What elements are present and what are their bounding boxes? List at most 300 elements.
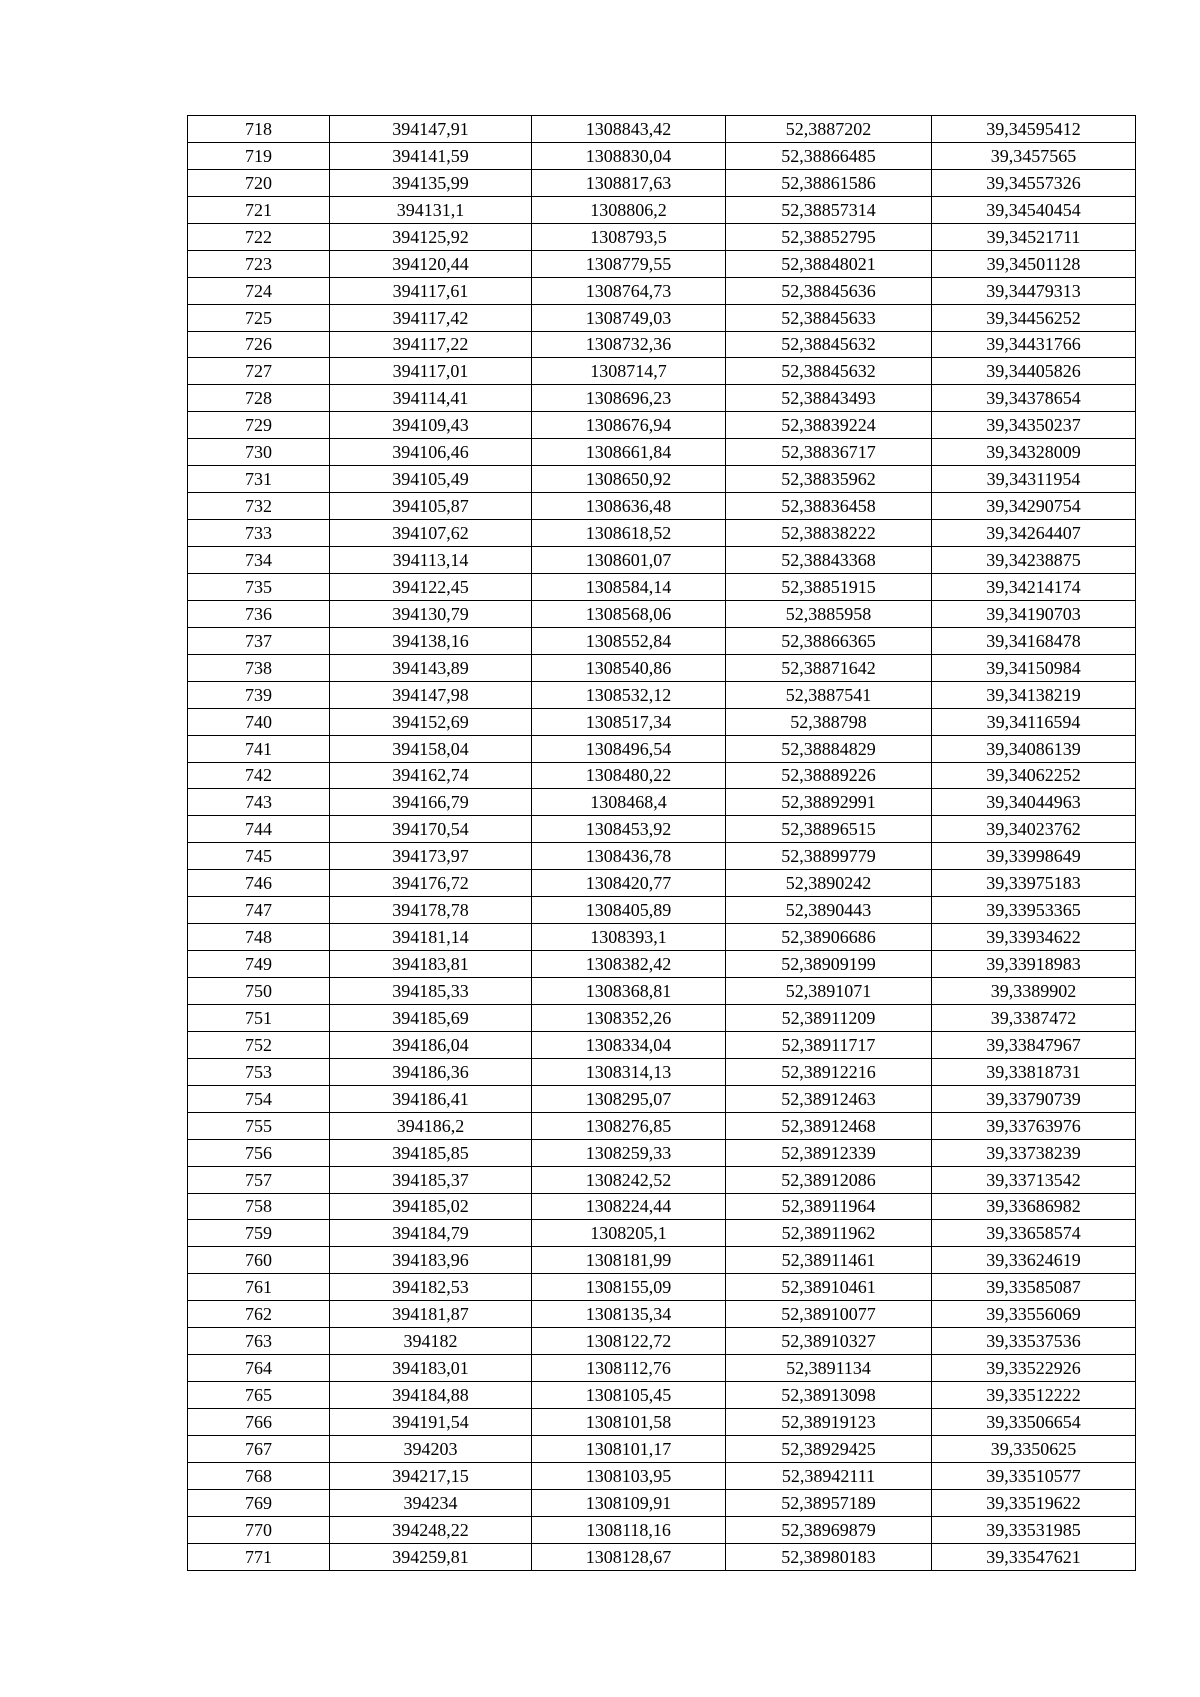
x-coordinate-cell: 394184,79 [330, 1220, 532, 1247]
x-coordinate-cell: 394105,49 [330, 466, 532, 493]
table-row [188, 573, 1136, 600]
x-coordinate-cell: 394186,04 [330, 1031, 532, 1058]
y-coordinate-cell: 1308101,58 [532, 1409, 726, 1436]
y-coordinate-cell: 1308517,34 [532, 708, 726, 735]
latitude-cell: 52,38845632 [726, 331, 932, 358]
x-coordinate-cell: 394183,81 [330, 951, 532, 978]
table-row [188, 520, 1136, 547]
y-coordinate-cell: 1308532,12 [532, 681, 726, 708]
point-number-cell: 739 [188, 681, 330, 708]
point-number-cell: 722 [188, 223, 330, 250]
x-coordinate-cell: 394178,78 [330, 897, 532, 924]
longitude-cell: 39,3387472 [932, 1004, 1136, 1031]
point-number-cell: 750 [188, 978, 330, 1005]
y-coordinate-cell: 1308468,4 [532, 789, 726, 816]
longitude-cell: 39,33537536 [932, 1328, 1136, 1355]
longitude-cell: 39,33531985 [932, 1516, 1136, 1543]
point-number-cell: 741 [188, 735, 330, 762]
longitude-cell: 39,33763976 [932, 1112, 1136, 1139]
latitude-cell: 52,38980183 [726, 1543, 932, 1570]
table-row [188, 1085, 1136, 1112]
longitude-cell: 39,33975183 [932, 870, 1136, 897]
latitude-cell: 52,38929425 [726, 1435, 932, 1462]
latitude-cell: 52,38861586 [726, 169, 932, 196]
table-row [188, 1489, 1136, 1516]
y-coordinate-cell: 1308552,84 [532, 627, 726, 654]
longitude-cell: 39,34290754 [932, 493, 1136, 520]
longitude-cell: 39,33624619 [932, 1247, 1136, 1274]
y-coordinate-cell: 1308696,23 [532, 385, 726, 412]
x-coordinate-cell: 394186,2 [330, 1112, 532, 1139]
point-number-cell: 771 [188, 1543, 330, 1570]
longitude-cell: 39,3350625 [932, 1435, 1136, 1462]
latitude-cell: 52,3885958 [726, 600, 932, 627]
latitude-cell: 52,38909199 [726, 951, 932, 978]
y-coordinate-cell: 1308368,81 [532, 978, 726, 1005]
longitude-cell: 39,33686982 [932, 1193, 1136, 1220]
y-coordinate-cell: 1308817,63 [532, 169, 726, 196]
latitude-cell: 52,38839224 [726, 412, 932, 439]
longitude-cell: 39,34062252 [932, 762, 1136, 789]
point-number-cell: 768 [188, 1462, 330, 1489]
point-number-cell: 728 [188, 385, 330, 412]
point-number-cell: 745 [188, 843, 330, 870]
point-number-cell: 765 [188, 1382, 330, 1409]
table-row [188, 547, 1136, 574]
x-coordinate-cell: 394105,87 [330, 493, 532, 520]
table-row [188, 627, 1136, 654]
x-coordinate-cell: 394185,85 [330, 1139, 532, 1166]
latitude-cell: 52,38912086 [726, 1166, 932, 1193]
table-row [188, 762, 1136, 789]
point-number-cell: 725 [188, 304, 330, 331]
point-number-cell: 731 [188, 466, 330, 493]
latitude-cell: 52,38866365 [726, 627, 932, 654]
longitude-cell: 39,33998649 [932, 843, 1136, 870]
point-number-cell: 732 [188, 493, 330, 520]
latitude-cell: 52,38910327 [726, 1328, 932, 1355]
x-coordinate-cell: 394186,41 [330, 1085, 532, 1112]
latitude-cell: 52,38884829 [726, 735, 932, 762]
table-row [188, 1166, 1136, 1193]
longitude-cell: 39,34501128 [932, 250, 1136, 277]
point-number-cell: 764 [188, 1355, 330, 1382]
y-coordinate-cell: 1308496,54 [532, 735, 726, 762]
y-coordinate-cell: 1308205,1 [532, 1220, 726, 1247]
y-coordinate-cell: 1308584,14 [532, 573, 726, 600]
point-number-cell: 770 [188, 1516, 330, 1543]
x-coordinate-cell: 394152,69 [330, 708, 532, 735]
y-coordinate-cell: 1308732,36 [532, 331, 726, 358]
latitude-cell: 52,38912216 [726, 1058, 932, 1085]
point-number-cell: 723 [188, 250, 330, 277]
point-number-cell: 760 [188, 1247, 330, 1274]
y-coordinate-cell: 1308830,04 [532, 142, 726, 169]
latitude-cell: 52,38919123 [726, 1409, 932, 1436]
longitude-cell: 39,34378654 [932, 385, 1136, 412]
table-row [188, 924, 1136, 951]
table-row [188, 223, 1136, 250]
longitude-cell: 39,33918983 [932, 951, 1136, 978]
table-row [188, 789, 1136, 816]
x-coordinate-cell: 394185,37 [330, 1166, 532, 1193]
longitude-cell: 39,34540454 [932, 196, 1136, 223]
table-row [188, 1058, 1136, 1085]
latitude-cell: 52,38889226 [726, 762, 932, 789]
y-coordinate-cell: 1308405,89 [532, 897, 726, 924]
x-coordinate-cell: 394130,79 [330, 600, 532, 627]
latitude-cell: 52,38911964 [726, 1193, 932, 1220]
x-coordinate-cell: 394117,01 [330, 358, 532, 385]
point-number-cell: 730 [188, 439, 330, 466]
x-coordinate-cell: 394131,1 [330, 196, 532, 223]
latitude-cell: 52,38969879 [726, 1516, 932, 1543]
latitude-cell: 52,38911962 [726, 1220, 932, 1247]
table-row [188, 277, 1136, 304]
x-coordinate-cell: 394182 [330, 1328, 532, 1355]
latitude-cell: 52,38852795 [726, 223, 932, 250]
latitude-cell: 52,38871642 [726, 654, 932, 681]
latitude-cell: 52,38912339 [726, 1139, 932, 1166]
table-row [188, 1220, 1136, 1247]
x-coordinate-cell: 394138,16 [330, 627, 532, 654]
x-coordinate-cell: 394125,92 [330, 223, 532, 250]
y-coordinate-cell: 1308135,34 [532, 1301, 726, 1328]
longitude-cell: 39,34557326 [932, 169, 1136, 196]
point-number-cell: 753 [188, 1058, 330, 1085]
latitude-cell: 52,38851915 [726, 573, 932, 600]
x-coordinate-cell: 394185,02 [330, 1193, 532, 1220]
latitude-cell: 52,38911209 [726, 1004, 932, 1031]
longitude-cell: 39,33818731 [932, 1058, 1136, 1085]
table-row [188, 1462, 1136, 1489]
longitude-cell: 39,34138219 [932, 681, 1136, 708]
longitude-cell: 39,34044963 [932, 789, 1136, 816]
latitude-cell: 52,3891134 [726, 1355, 932, 1382]
table-row [188, 304, 1136, 331]
table-row [188, 654, 1136, 681]
table-row [188, 1247, 1136, 1274]
latitude-cell: 52,3887541 [726, 681, 932, 708]
table-row [188, 250, 1136, 277]
table-row [188, 1435, 1136, 1462]
y-coordinate-cell: 1308568,06 [532, 600, 726, 627]
x-coordinate-cell: 394114,41 [330, 385, 532, 412]
longitude-cell: 39,33934622 [932, 924, 1136, 951]
table-row [188, 1274, 1136, 1301]
x-coordinate-cell: 394143,89 [330, 654, 532, 681]
point-number-cell: 744 [188, 816, 330, 843]
longitude-cell: 39,34328009 [932, 439, 1136, 466]
longitude-cell: 39,33556069 [932, 1301, 1136, 1328]
longitude-cell: 39,33953365 [932, 897, 1136, 924]
latitude-cell: 52,3890443 [726, 897, 932, 924]
point-number-cell: 766 [188, 1409, 330, 1436]
latitude-cell: 52,3891071 [726, 978, 932, 1005]
x-coordinate-cell: 394186,36 [330, 1058, 532, 1085]
x-coordinate-cell: 394141,59 [330, 142, 532, 169]
y-coordinate-cell: 1308314,13 [532, 1058, 726, 1085]
x-coordinate-cell: 394147,98 [330, 681, 532, 708]
table-row [188, 951, 1136, 978]
y-coordinate-cell: 1308109,91 [532, 1489, 726, 1516]
y-coordinate-cell: 1308122,72 [532, 1328, 726, 1355]
point-number-cell: 748 [188, 924, 330, 951]
latitude-cell: 52,38906686 [726, 924, 932, 951]
table-row [188, 1516, 1136, 1543]
longitude-cell: 39,34238875 [932, 547, 1136, 574]
point-number-cell: 736 [188, 600, 330, 627]
table-row [188, 1382, 1136, 1409]
point-number-cell: 718 [188, 116, 330, 143]
coordinates-table-body [188, 116, 1136, 1571]
longitude-cell: 39,34456252 [932, 304, 1136, 331]
longitude-cell: 39,34168478 [932, 627, 1136, 654]
x-coordinate-cell: 394158,04 [330, 735, 532, 762]
latitude-cell: 52,38896515 [726, 816, 932, 843]
longitude-cell: 39,33847967 [932, 1031, 1136, 1058]
latitude-cell: 52,38912463 [726, 1085, 932, 1112]
longitude-cell: 39,33585087 [932, 1274, 1136, 1301]
longitude-cell: 39,34595412 [932, 116, 1136, 143]
x-coordinate-cell: 394170,54 [330, 816, 532, 843]
x-coordinate-cell: 394117,22 [330, 331, 532, 358]
point-number-cell: 763 [188, 1328, 330, 1355]
y-coordinate-cell: 1308334,04 [532, 1031, 726, 1058]
table-row [188, 116, 1136, 143]
x-coordinate-cell: 394183,96 [330, 1247, 532, 1274]
table-row [188, 978, 1136, 1005]
x-coordinate-cell: 394203 [330, 1435, 532, 1462]
x-coordinate-cell: 394259,81 [330, 1543, 532, 1570]
longitude-cell: 39,34521711 [932, 223, 1136, 250]
table-row [188, 1112, 1136, 1139]
point-number-cell: 735 [188, 573, 330, 600]
x-coordinate-cell: 394107,62 [330, 520, 532, 547]
y-coordinate-cell: 1308676,94 [532, 412, 726, 439]
latitude-cell: 52,38911461 [726, 1247, 932, 1274]
point-number-cell: 749 [188, 951, 330, 978]
latitude-cell: 52,38911717 [726, 1031, 932, 1058]
point-number-cell: 762 [188, 1301, 330, 1328]
y-coordinate-cell: 1308843,42 [532, 116, 726, 143]
x-coordinate-cell: 394182,53 [330, 1274, 532, 1301]
latitude-cell: 52,388798 [726, 708, 932, 735]
latitude-cell: 52,38899779 [726, 843, 932, 870]
table-row [188, 600, 1136, 627]
x-coordinate-cell: 394109,43 [330, 412, 532, 439]
y-coordinate-cell: 1308420,77 [532, 870, 726, 897]
longitude-cell: 39,34086139 [932, 735, 1136, 762]
x-coordinate-cell: 394217,15 [330, 1462, 532, 1489]
point-number-cell: 757 [188, 1166, 330, 1193]
longitude-cell: 39,34214174 [932, 573, 1136, 600]
y-coordinate-cell: 1308661,84 [532, 439, 726, 466]
x-coordinate-cell: 394106,46 [330, 439, 532, 466]
x-coordinate-cell: 394135,99 [330, 169, 532, 196]
table-row [188, 1355, 1136, 1382]
point-number-cell: 755 [188, 1112, 330, 1139]
x-coordinate-cell: 394120,44 [330, 250, 532, 277]
table-row [188, 1328, 1136, 1355]
x-coordinate-cell: 394191,54 [330, 1409, 532, 1436]
longitude-cell: 39,34350237 [932, 412, 1136, 439]
table-row [188, 412, 1136, 439]
longitude-cell: 39,34405826 [932, 358, 1136, 385]
point-number-cell: 767 [188, 1435, 330, 1462]
table-row [188, 843, 1136, 870]
latitude-cell: 52,38845636 [726, 277, 932, 304]
y-coordinate-cell: 1308601,07 [532, 547, 726, 574]
table-row [188, 385, 1136, 412]
point-number-cell: 737 [188, 627, 330, 654]
x-coordinate-cell: 394166,79 [330, 789, 532, 816]
longitude-cell: 39,33738239 [932, 1139, 1136, 1166]
x-coordinate-cell: 394173,97 [330, 843, 532, 870]
table-row [188, 439, 1136, 466]
point-number-cell: 720 [188, 169, 330, 196]
y-coordinate-cell: 1308806,2 [532, 196, 726, 223]
y-coordinate-cell: 1308155,09 [532, 1274, 726, 1301]
point-number-cell: 746 [188, 870, 330, 897]
x-coordinate-cell: 394122,45 [330, 573, 532, 600]
latitude-cell: 52,38913098 [726, 1382, 932, 1409]
point-number-cell: 726 [188, 331, 330, 358]
x-coordinate-cell: 394147,91 [330, 116, 532, 143]
table-row [188, 1409, 1136, 1436]
point-number-cell: 747 [188, 897, 330, 924]
longitude-cell: 39,34479313 [932, 277, 1136, 304]
latitude-cell: 52,38835962 [726, 466, 932, 493]
point-number-cell: 752 [188, 1031, 330, 1058]
latitude-cell: 52,38912468 [726, 1112, 932, 1139]
point-number-cell: 751 [188, 1004, 330, 1031]
table-row [188, 870, 1136, 897]
longitude-cell: 39,34431766 [932, 331, 1136, 358]
table-row [188, 358, 1136, 385]
y-coordinate-cell: 1308540,86 [532, 654, 726, 681]
longitude-cell: 39,33512222 [932, 1382, 1136, 1409]
table-row [188, 708, 1136, 735]
latitude-cell: 52,38836458 [726, 493, 932, 520]
longitude-cell: 39,34150984 [932, 654, 1136, 681]
longitude-cell: 39,33510577 [932, 1462, 1136, 1489]
y-coordinate-cell: 1308650,92 [532, 466, 726, 493]
y-coordinate-cell: 1308779,55 [532, 250, 726, 277]
longitude-cell: 39,33790739 [932, 1085, 1136, 1112]
point-number-cell: 743 [188, 789, 330, 816]
y-coordinate-cell: 1308382,42 [532, 951, 726, 978]
table-row [188, 681, 1136, 708]
longitude-cell: 39,34116594 [932, 708, 1136, 735]
y-coordinate-cell: 1308636,48 [532, 493, 726, 520]
x-coordinate-cell: 394176,72 [330, 870, 532, 897]
x-coordinate-cell: 394117,42 [330, 304, 532, 331]
y-coordinate-cell: 1308764,73 [532, 277, 726, 304]
latitude-cell: 52,38843368 [726, 547, 932, 574]
point-number-cell: 759 [188, 1220, 330, 1247]
table-row [188, 816, 1136, 843]
longitude-cell: 39,33522926 [932, 1355, 1136, 1382]
point-number-cell: 727 [188, 358, 330, 385]
latitude-cell: 52,38848021 [726, 250, 932, 277]
y-coordinate-cell: 1308453,92 [532, 816, 726, 843]
point-number-cell: 738 [188, 654, 330, 681]
y-coordinate-cell: 1308224,44 [532, 1193, 726, 1220]
y-coordinate-cell: 1308101,17 [532, 1435, 726, 1462]
point-number-cell: 734 [188, 547, 330, 574]
latitude-cell: 52,38836717 [726, 439, 932, 466]
latitude-cell: 52,38942111 [726, 1462, 932, 1489]
x-coordinate-cell: 394183,01 [330, 1355, 532, 1382]
latitude-cell: 52,38838222 [726, 520, 932, 547]
y-coordinate-cell: 1308112,76 [532, 1355, 726, 1382]
point-number-cell: 721 [188, 196, 330, 223]
y-coordinate-cell: 1308352,26 [532, 1004, 726, 1031]
table-row [188, 1139, 1136, 1166]
point-number-cell: 733 [188, 520, 330, 547]
point-number-cell: 742 [188, 762, 330, 789]
longitude-cell: 39,34190703 [932, 600, 1136, 627]
x-coordinate-cell: 394185,33 [330, 978, 532, 1005]
coordinates-table [187, 115, 1136, 1571]
y-coordinate-cell: 1308259,33 [532, 1139, 726, 1166]
point-number-cell: 719 [188, 142, 330, 169]
x-coordinate-cell: 394117,61 [330, 277, 532, 304]
latitude-cell: 52,38866485 [726, 142, 932, 169]
x-coordinate-cell: 394234 [330, 1489, 532, 1516]
y-coordinate-cell: 1308105,45 [532, 1382, 726, 1409]
longitude-cell: 39,33713542 [932, 1166, 1136, 1193]
latitude-cell: 52,38845633 [726, 304, 932, 331]
y-coordinate-cell: 1308128,67 [532, 1543, 726, 1570]
point-number-cell: 758 [188, 1193, 330, 1220]
table-row [188, 1301, 1136, 1328]
x-coordinate-cell: 394162,74 [330, 762, 532, 789]
y-coordinate-cell: 1308749,03 [532, 304, 726, 331]
y-coordinate-cell: 1308103,95 [532, 1462, 726, 1489]
point-number-cell: 754 [188, 1085, 330, 1112]
point-number-cell: 769 [188, 1489, 330, 1516]
x-coordinate-cell: 394184,88 [330, 1382, 532, 1409]
point-number-cell: 761 [188, 1274, 330, 1301]
x-coordinate-cell: 394248,22 [330, 1516, 532, 1543]
y-coordinate-cell: 1308118,16 [532, 1516, 726, 1543]
table-row [188, 466, 1136, 493]
x-coordinate-cell: 394113,14 [330, 547, 532, 574]
x-coordinate-cell: 394181,14 [330, 924, 532, 951]
y-coordinate-cell: 1308393,1 [532, 924, 726, 951]
longitude-cell: 39,3389902 [932, 978, 1136, 1005]
table-row [188, 1543, 1136, 1570]
latitude-cell: 52,38845632 [726, 358, 932, 385]
latitude-cell: 52,38910077 [726, 1301, 932, 1328]
latitude-cell: 52,3887202 [726, 116, 932, 143]
longitude-cell: 39,33506654 [932, 1409, 1136, 1436]
table-row [188, 1004, 1136, 1031]
longitude-cell: 39,34264407 [932, 520, 1136, 547]
table-row [188, 735, 1136, 762]
y-coordinate-cell: 1308480,22 [532, 762, 726, 789]
y-coordinate-cell: 1308276,85 [532, 1112, 726, 1139]
table-row [188, 169, 1136, 196]
latitude-cell: 52,38910461 [726, 1274, 932, 1301]
y-coordinate-cell: 1308714,7 [532, 358, 726, 385]
y-coordinate-cell: 1308618,52 [532, 520, 726, 547]
table-row [188, 331, 1136, 358]
longitude-cell: 39,33547621 [932, 1543, 1136, 1570]
table-row [188, 196, 1136, 223]
